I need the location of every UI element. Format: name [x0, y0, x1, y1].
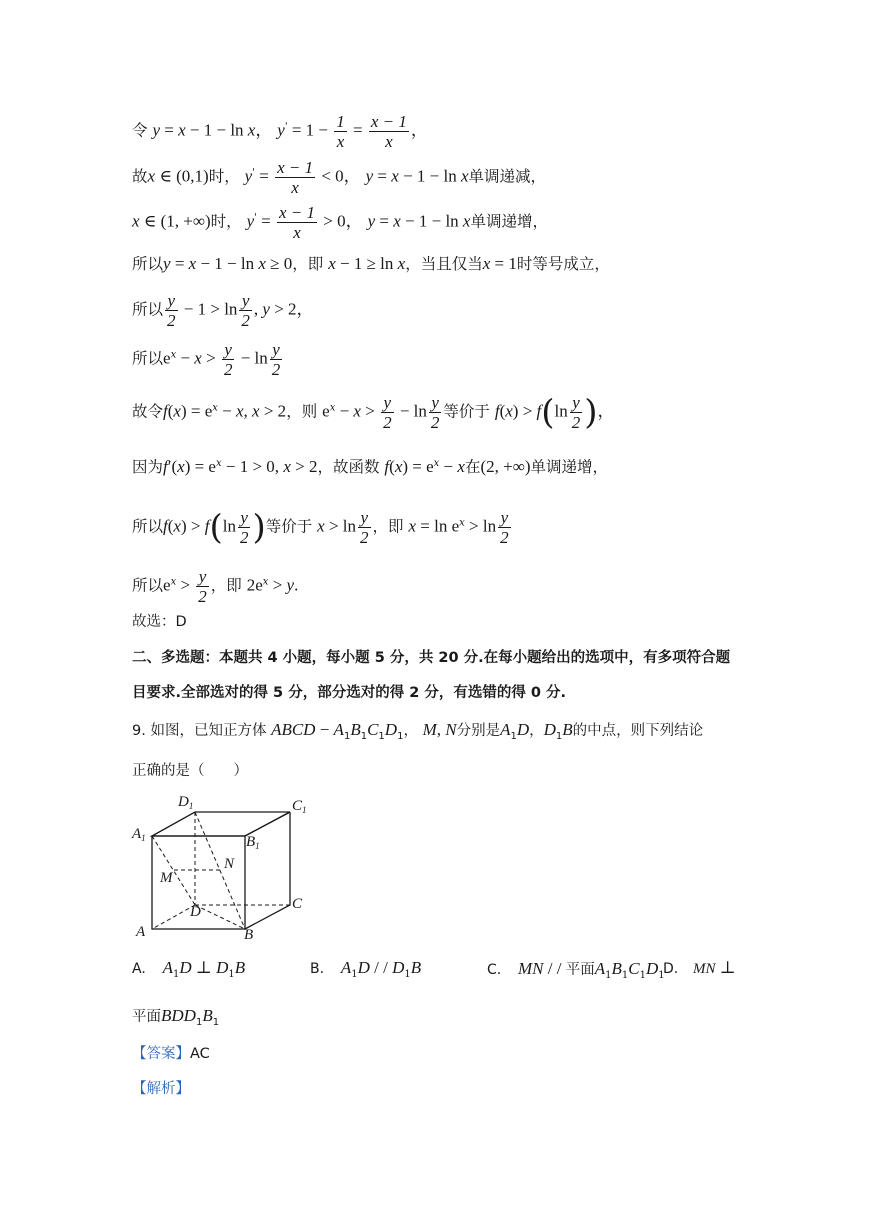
label-M: M: [160, 870, 173, 886]
solution-line-3: x ∈ (1, +∞)时， y' = $\frac{x - 1}{x}$ > 0， y = x − 1 − ln x单调递增，: [132, 203, 548, 242]
solution-line-2: 故x ∈ (0,1)时， y' = $\frac{x - 1}{x}$ < 0， y = x − 1 − ln x单调递减，: [132, 158, 547, 197]
solution-line-1: 令 y = x − 1 − ln x， y' = 1 − $\frac{1}{x}$ = $\frac{x - 1}{x}$ ，: [132, 112, 428, 151]
analysis-tag: 【解析】: [132, 1081, 190, 1097]
question-9-stem: 9. 如图，已知正方体 ABCD − $A_1B_1C_1D_1$， M, N分别是$A_1D$，$D_1B$的中点，则下列结论: [132, 720, 704, 742]
answer-tag: 【答案】: [132, 1046, 190, 1062]
solution-line-4: 所以y = x − 1 − ln x ≥ 0，即 x − 1 ≥ ln x，当且仅当x = 1时等号成立，: [132, 254, 610, 273]
answer-value: AC: [190, 1046, 210, 1062]
solution-line-7: 故令$f(x) = e^x - x$, x > 2，则 $e^x - x$ > $\frac{y}{2}$ − ln $\frac{y}{2}$ 等价于 f(x) > f(ln $\frac{y}{2}$ )，: [132, 392, 615, 433]
label-A1: $A_1$: [132, 826, 146, 843]
label-C: C: [292, 896, 303, 912]
solution-line-5: 所以 $\frac{y}{2}$ − 1 > ln $\frac{y}{2}$ , y > 2，: [132, 291, 314, 330]
cube-figure: [128, 790, 318, 940]
option-c: C. MN / / 平面$A_1B_1C_1D_1$: [487, 959, 665, 981]
solution-line-8: 因为$f'(x) = e^x - 1 > 0$, x > 2，故函数 $f(x) = e^x - x$在(2, +∞)单调递增，: [132, 457, 608, 476]
label-B1: $B_1$: [246, 834, 260, 851]
option-d-continued: 平面$BDD_1B_1$: [132, 1006, 220, 1028]
answer-line: [132, 1043, 210, 1065]
section-header-line-2: 目要求.全部选对的得 5 分，部分选对的得 2 分，有选错的得 0 分.: [132, 685, 567, 701]
solution-line-6: 所以$e^x - x$ > $\frac{y}{2}$ − ln $\frac{y}{2}$: [132, 340, 281, 379]
section-header-line-1: 二、多选题：本题共 4 小题，每小题 5 分，共 20 分.在每小题给出的选项中，有多项符合题: [132, 650, 731, 666]
option-d: D. MN ⊥: [663, 958, 736, 977]
label-D1: $D_1$: [178, 794, 194, 811]
solution-line-9: 所以f(x) > f(ln $\frac{y}{2}$ )等价于 x > ln $\frac{y}{2}$ ，即 $x = \ln e^x > \ln$ $\frac{y}{2}$: [132, 507, 509, 548]
question-9-stem-2: 正确的是（ ）: [132, 763, 248, 779]
label-D: D: [190, 904, 201, 920]
label-N: N: [224, 856, 235, 872]
label-B: B: [244, 927, 254, 940]
option-a: A. $A_1D$ ⊥ $D_1B$: [132, 958, 246, 980]
answer-choice-line: 故选：D: [132, 614, 187, 630]
option-b: B. $A_1D$ / / $D_1B$: [310, 958, 422, 980]
label-A: A: [136, 924, 146, 940]
solution-line-10: 所以$e^x$ > $\frac{y}{2}$ ，即 $2e^x > y$.: [132, 567, 299, 606]
label-C1: $C_1$: [292, 798, 307, 815]
